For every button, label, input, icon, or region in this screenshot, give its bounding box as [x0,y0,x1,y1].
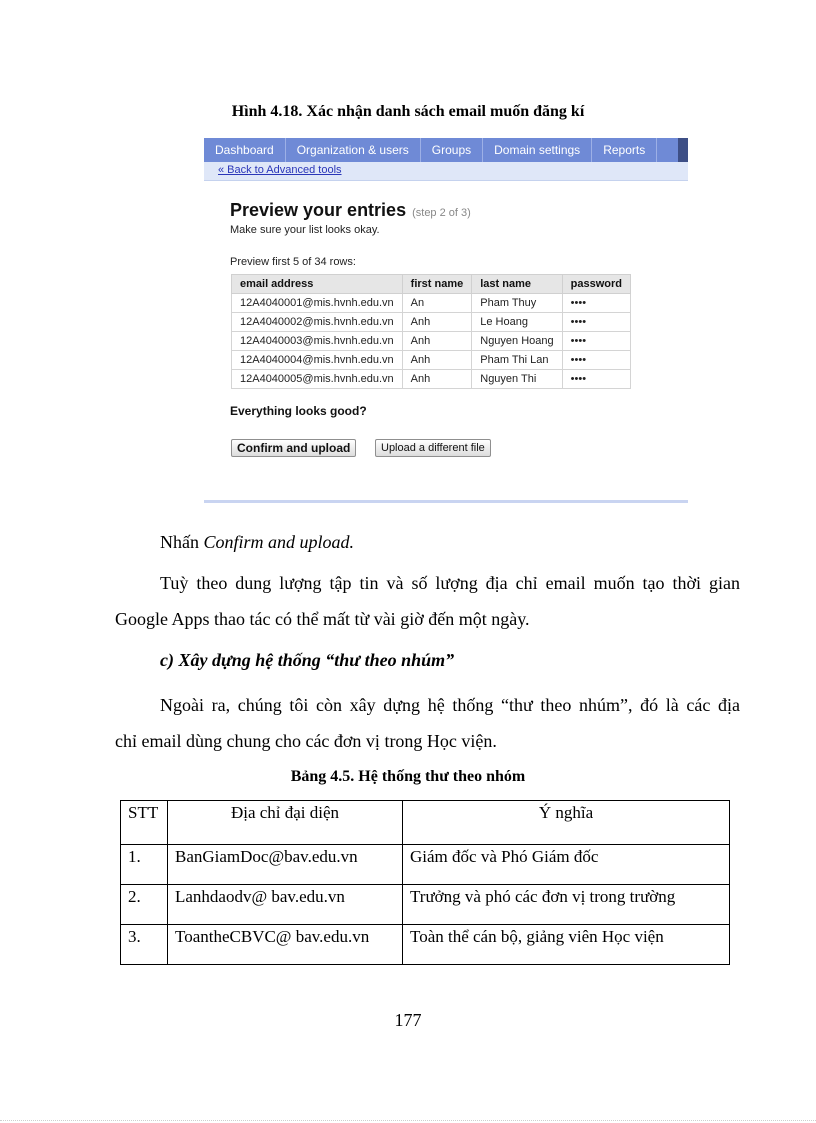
upload-different-file-button[interactable]: Upload a different file [375,439,491,457]
entries-table [231,274,631,389]
paragraph-italic-text: Confirm and upload. [203,532,355,552]
back-to-advanced-tools-link[interactable]: « Back to Advanced tools [218,164,342,176]
column-header: STT [121,801,168,845]
confirm-and-upload-button[interactable]: Confirm and upload [231,439,356,457]
meaning-cell: Giám đốc và Phó Giám đốc [403,845,730,885]
email-cell: 12A4040005@mis.hvnh.edu.vn [232,370,403,389]
paragraph-groups-line1: Ngoài ra, chúng tôi còn xây dựng hệ thống “thư theo nhúm”, đó là các địa [160,695,740,715]
first-name-cell: An [402,294,472,313]
password-cell: •••• [562,332,630,351]
address-cell: Lanhdaodv@ bav.edu.vn [168,885,403,925]
paragraph-confirm [160,530,354,555]
column-header: first name [402,275,472,294]
last-name-cell: Le Hoang [472,313,562,332]
table-row [232,313,631,332]
last-name-cell: Pham Thuy [472,294,562,313]
table-header-row [121,801,730,845]
paragraph-groups-line2: chỉ email dùng chung cho các đơn vị trong Học viện. [115,731,497,751]
index-cell: 1. [121,845,168,885]
tab-groups[interactable]: Groups [421,138,483,162]
index-cell: 3. [121,925,168,965]
screenshot-bottom-border [204,500,688,503]
tab-organization-users[interactable]: Organization & users [286,138,421,162]
password-cell: •••• [562,294,630,313]
email-cell: 12A4040003@mis.hvnh.edu.vn [232,332,403,351]
tab-reports[interactable]: Reports [592,138,657,162]
footer-divider [0,1120,816,1121]
table-row [232,370,631,389]
preview-count: Preview first 5 of 34 rows: [230,256,356,268]
figure-caption: Hình 4.18. Xác nhận danh sách email muốn đăng kí [231,103,585,120]
page-number: 177 [394,1010,422,1030]
table-caption: Bảng 4.5. Hệ thống thư theo nhóm [290,768,526,785]
table-row [121,925,730,965]
table-row [232,332,631,351]
column-header: email address [232,275,403,294]
section-heading: c) Xây dựng hệ thống “thư theo nhúm” [160,650,455,670]
paragraph-duration-line2: Google Apps thao tác có thể mất từ vài giờ đến một ngày. [115,609,530,629]
screenshot-figure [204,138,688,508]
email-cell: 12A4040001@mis.hvnh.edu.vn [232,294,403,313]
last-name-cell: Nguyen Hoang [472,332,562,351]
column-header: password [562,275,630,294]
password-cell: •••• [562,351,630,370]
meaning-cell: Trưởng và phó các đơn vị trong trường [403,885,730,925]
address-cell: ToantheCBVC@ bav.edu.vn [168,925,403,965]
last-name-cell: Pham Thi Lan [472,351,562,370]
paragraph-text: Nhấn [160,532,204,552]
password-cell: •••• [562,370,630,389]
first-name-cell: Anh [402,332,472,351]
group-mail-table [120,800,730,965]
first-name-cell: Anh [402,313,472,332]
paragraph-duration-line1: Tuỳ theo dung lượng tập tin và số lượng địa chỉ email muốn tạo thời gian [160,573,740,593]
email-cell: 12A4040002@mis.hvnh.edu.vn [232,313,403,332]
table-row [232,294,631,313]
confirm-prompt: Everything looks good? [230,404,367,418]
table-row [121,845,730,885]
table-row [121,885,730,925]
nav-bar [204,138,688,162]
step-indicator: (step 2 of 3) [412,207,471,219]
index-cell: 2. [121,885,168,925]
last-name-cell: Nguyen Thi [472,370,562,389]
column-header: last name [472,275,562,294]
nav-endcap [678,138,688,162]
tab-dashboard[interactable]: Dashboard [204,138,286,162]
column-header: Ý nghĩa [403,801,730,845]
preview-subtitle: Make sure your list looks okay. [230,224,380,236]
tab-domain-settings[interactable]: Domain settings [483,138,592,162]
preview-title [230,200,471,221]
column-header: Địa chỉ đại diện [168,801,403,845]
meaning-cell: Toàn thể cán bộ, giảng viên Học viện [403,925,730,965]
first-name-cell: Anh [402,351,472,370]
entries-header-row [232,275,631,294]
table-row [232,351,631,370]
email-cell: 12A4040004@mis.hvnh.edu.vn [232,351,403,370]
preview-title-text: Preview your entries [230,200,407,220]
password-cell: •••• [562,313,630,332]
first-name-cell: Anh [402,370,472,389]
address-cell: BanGiamDoc@bav.edu.vn [168,845,403,885]
